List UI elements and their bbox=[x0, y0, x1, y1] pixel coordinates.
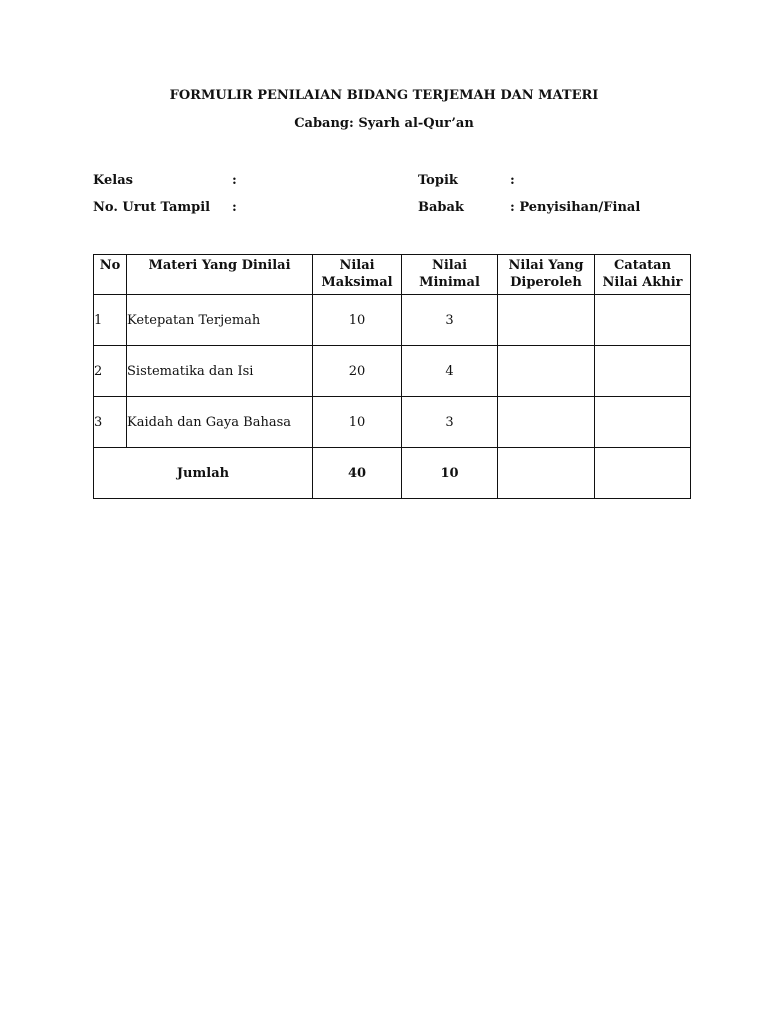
kelas-label: Kelas bbox=[93, 173, 133, 188]
row-no: 2 bbox=[94, 346, 127, 397]
row-no: 3 bbox=[94, 397, 127, 448]
row-minimal: 3 bbox=[402, 295, 498, 346]
table-row bbox=[94, 397, 691, 448]
row-maksimal: 20 bbox=[313, 346, 402, 397]
no-urut-separator: : bbox=[232, 200, 237, 215]
header-materi: Materi Yang Dinilai bbox=[127, 255, 313, 295]
row-minimal: 3 bbox=[402, 397, 498, 448]
row-materi: Sistematika dan Isi bbox=[127, 346, 313, 397]
header-nilai-diperoleh: Nilai Yang Diperoleh bbox=[498, 255, 595, 295]
row-materi: Kaidah dan Gaya Bahasa bbox=[127, 397, 313, 448]
row-no: 1 bbox=[94, 295, 127, 346]
no-urut-label: No. Urut Tampil bbox=[93, 200, 211, 215]
form-subtitle: Cabang: Syarh al-Qur’an bbox=[294, 116, 474, 131]
row-diperoleh-cell[interactable] bbox=[498, 346, 595, 397]
header-catatan: Catatan Nilai Akhir bbox=[595, 255, 691, 295]
kelas-separator: : bbox=[232, 173, 237, 188]
table-header-row bbox=[94, 255, 691, 295]
row-diperoleh-cell[interactable] bbox=[498, 295, 595, 346]
row-minimal: 4 bbox=[402, 346, 498, 397]
header-nilai-minimal: Nilai Minimal bbox=[402, 255, 498, 295]
header-nilai-maksimal: Nilai Maksimal bbox=[313, 255, 402, 295]
table-total-row bbox=[94, 448, 691, 499]
table-row bbox=[94, 295, 691, 346]
row-materi: Ketepatan Terjemah bbox=[127, 295, 313, 346]
row-catatan-cell[interactable] bbox=[595, 295, 691, 346]
form-title: FORMULIR PENILAIAN BIDANG TERJEMAH DAN MATERI bbox=[169, 88, 599, 103]
topik-separator: : bbox=[510, 173, 515, 188]
total-minimal: 10 bbox=[402, 448, 498, 499]
total-maksimal: 40 bbox=[313, 448, 402, 499]
row-maksimal: 10 bbox=[313, 397, 402, 448]
row-catatan-cell[interactable] bbox=[595, 346, 691, 397]
total-diperoleh-cell[interactable] bbox=[498, 448, 595, 499]
total-label: Jumlah bbox=[94, 448, 313, 499]
row-catatan-cell[interactable] bbox=[595, 397, 691, 448]
babak-value: : Penyisihan/Final bbox=[510, 200, 641, 215]
row-diperoleh-cell[interactable] bbox=[498, 397, 595, 448]
row-maksimal: 10 bbox=[313, 295, 402, 346]
total-catatan-cell[interactable] bbox=[595, 448, 691, 499]
babak-label: Babak bbox=[418, 200, 464, 215]
table-row bbox=[94, 346, 691, 397]
topik-label: Topik bbox=[418, 173, 458, 188]
score-table bbox=[93, 254, 691, 499]
header-no: No bbox=[94, 255, 127, 295]
